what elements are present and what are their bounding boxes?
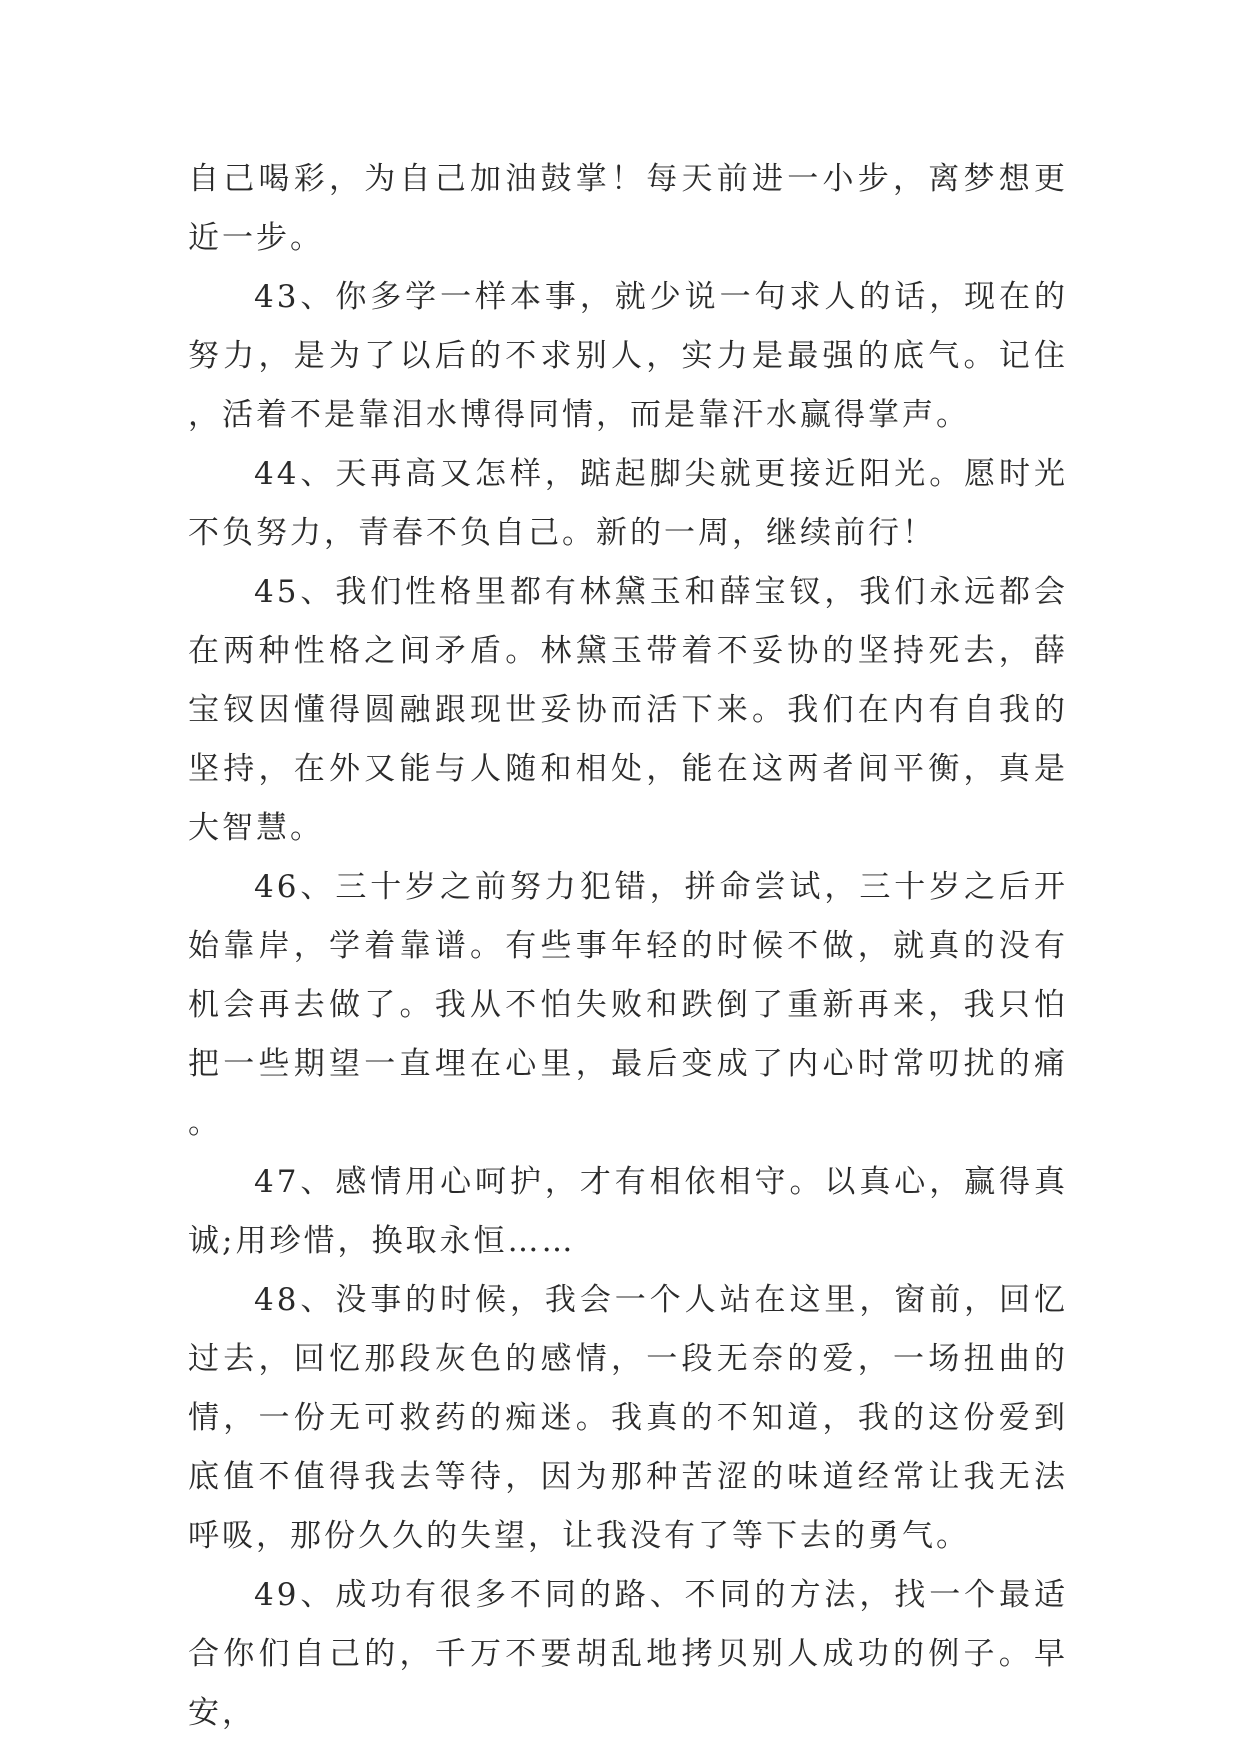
paragraph-43: 43、你多学一样本事，就少说一句求人的话，现在的努力，是为了以后的不求别人，实力是最强的底气。记住，活着不是靠泪水博得同情，而是靠汗水赢得掌声。 [188, 279, 1068, 433]
paragraph-46: 46、三十岁之前努力犯错，拼命尝试，三十岁之后开始靠岸，学着靠谱。有些事年轻的时候不做，就真的没有机会再去做了。我从不怕失败和跌倒了重新再来，我只怕把一些期望一直埋在心里，最后变成了内心时常叨扰的痛。 [188, 869, 1068, 1141]
paragraph-45: 45、我们性格里都有林黛玉和薛宝钗，我们永远都会在两种性格之间矛盾。林黛玉带着不妥协的坚持死去，薛宝钗因懂得圆融跟现世妥协而活下来。我们在内有自我的坚持，在外又能与人随和相处，能在这两者间平衡，真是大智慧。 [188, 574, 1068, 846]
paragraph-44: 44、天再高又怎样，踮起脚尖就更接近阳光。愿时光不负努力，青春不负自己。新的一周，继续前行！ [188, 456, 1068, 551]
paragraph-47: 47、感情用心呵护，才有相依相守。以真心，赢得真诚;用珍惜，换取永恒…… [188, 1164, 1068, 1259]
document-page [188, 150, 1068, 1743]
paragraph-continuation: 自己喝彩，为自己加油鼓掌！每天前进一小步，离梦想更近一步。 [188, 161, 1068, 256]
paragraph-48: 48、没事的时候，我会一个人站在这里，窗前，回忆过去，回忆那段灰色的感情，一段无奈的爱，一场扭曲的情，一份无可救药的痴迷。我真的不知道，我的这份爱到底值不值得我去等待，因为那种苦涩的味道经常让我无法呼吸，那份久久的失望，让我没有了等下去的勇气。 [188, 1282, 1068, 1554]
paragraph-49: 49、成功有很多不同的路、不同的方法，找一个最适合你们自己的，千万不要胡乱地拷贝别人成功的例子。早安， [188, 1577, 1068, 1731]
